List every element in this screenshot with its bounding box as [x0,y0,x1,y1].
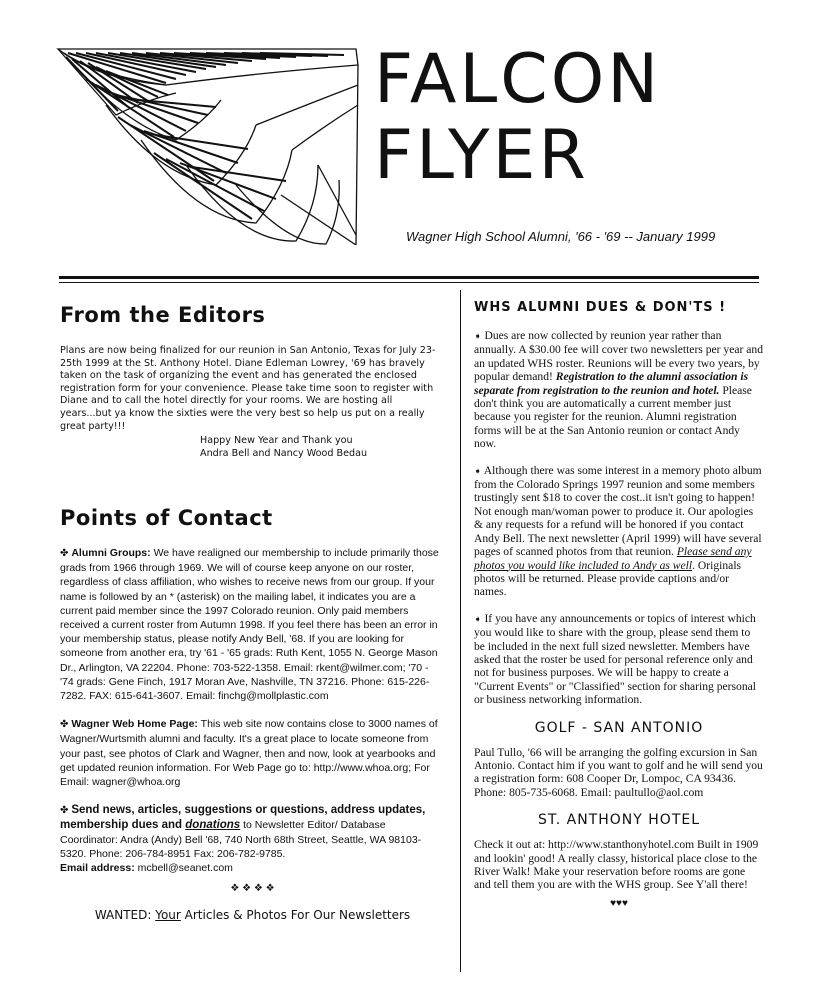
hotel-text: Check it out at: http://www.stanthonyhotel.com Built in 1909 and lookin' good! A really classy, historical place close to the River Walk! Make your reservation before rooms are gone and tell them you are with the WHS group. See Y'all there! [474,838,759,892]
arrow-icon: ➧ [474,465,482,476]
masthead-subtitle: Wagner High School Alumni, '66 - '69 -- January 1999 [406,229,716,244]
send-news-label: Send news, articles, suggestions or questions, address updates, membership dues and [60,804,426,832]
dues-paragraph-2 [474,464,764,599]
send-news-text: to Newsletter Editor/ Database Coordinator: Andra (Andy) Bell '68, 740 North 68th Street, Seattle, WA 98103-5320. Phone: 206-784-8951 Fax: 206-782-9785. [60,819,422,860]
web-home-page-text: This web site now contains close to 3000 names of Wagner/Wurtsmith alumni and faculty. It's a great place to locate someone from your past, see photos of Clark and Wagner, then and now, look at yearbooks and get updated reunion information. For Web Page go to: http://www.whoa.org; For Email: wagner@whoa.org [60,718,438,789]
web-home-page-label: Wagner Web Home Page: [71,718,198,731]
editors-sign-line2: Andra Bell and Nancy Wood Bedau [200,448,368,460]
alumni-groups-label: Alumni Groups: [71,547,151,559]
wanted-prefix: WANTED: [94,908,156,923]
contact-heading: Points of Contact [60,506,273,530]
email-address-value: mcbell@seanet.com [134,862,233,875]
golf-heading: GOLF - SAN ANTONIO [534,719,704,736]
bullet-icon: ✤ [60,548,69,559]
dues-p1-bold: Registration to the alumni association is separate from registration to the reunion and hotel. [474,370,749,397]
golf-text: Paul Tullo, '66 will be arranging the golfing excursion in San Antonio. Contact him if you want to golf and he will send you a registration form: 608 Cooper Dr, Lompoc, CA 93436. Phone: 805-735-6068. Email: paultullo@aol.com [474,745,763,799]
dues-p2-text: Although there was some interest in a memory photo album from the Colorado Springs 1997 reunion and some members trustingly sent $18 to cover the cost..it isn't going to happen! Not enough man/woman power to produce it. Our apologies & any requests for a refund will be honored if you contact Andy Bell. The next newsletter (April 1999) will have several pages of scanned photos from that reunion. [474,463,762,559]
editors-sign-line1: Happy New Year and Thank you [200,435,353,447]
arrow-icon: ➧ [474,613,482,624]
dues-p2-tail: . Originals photos will be returned. Please provide captions and/or names. [474,558,742,599]
wanted-line [60,908,445,922]
dues-p3-text: If you have any announcements or topics of interest which you would like to share with the group, please send them to be included in the next full sized newsletter. Members have asked that the roster be used for personal reference only and not for business purposes. We will be happy to create a "Current Events" or "Classified" section for sharing personal or business networking information. [474,611,756,707]
dues-paragraph-1 [474,329,764,451]
dues-p1-text: Dues are now collected by reunion year rather than annually. A $30.00 fee will cover two newsletters per year and an updated WHS roster. Reunions will be every two years, by popular demand! [474,329,763,384]
masthead-title [374,42,661,194]
hearts-icon: ♥♥♥ [610,897,628,909]
send-news-paragraph [60,803,445,875]
email-address-label: Email address: [60,862,135,875]
arrow-icon: ➧ [474,331,482,341]
header-rule-thick [59,276,759,279]
dues-p1-tail: Please don't think you are automatically a current member just because you register for the reunion. Alumni registration forms will be at the San Antonio reunion or contact Andy now. [474,383,752,451]
wanted-suffix: Articles & Photos For Our Newsletters [180,908,411,923]
contact-section [60,506,445,922]
bullet-icon: ✤ [60,805,69,817]
masthead-line1: FALCON [374,40,662,119]
editors-section [60,303,445,460]
alumni-groups-text: We have realigned our membership to include primarily those grads from 1966 through 1969. We will of course keep anyone on our roster, regardless of class affiliation, who wishes to receive news from our group. If your name is followed by an * (asterisk) on the mailing label, it indicates you are a current paid member since the 1997 Colorado reunion. Only paid members received a current roster from Autumn 1998. If you feel there has been an error in your membership status, please notify Andy Bell, '68. If you are looking for someone from another era, try '61 - '65 grads: Ruth Kent, 1055 N. George Mason Dr., Arlington, VA 22204. Phone: 703-522-1358. Email: rkent@wilmer.com; '70 - '74 grads: Gene Finch, 1917 Moran Ave, Nashville, TN 37216. Phone: 615-226-7282. FAX: 615-641-3607. Email: finchg@mollplastic.com [60,547,439,703]
dues-section [474,300,764,909]
section-divider-icon: ❖ ❖ ❖ ❖ [230,883,275,895]
column-divider [460,290,461,972]
dues-heading: WHS ALUMNI DUES & DON'TS ! [474,300,727,315]
send-donations: donations [185,819,241,832]
web-home-page-paragraph [60,717,445,789]
hotel-heading: ST. ANTHONY HOTEL [537,812,701,829]
header-rule-thin [59,282,759,283]
editors-body: Plans are now being finalized for our reunion in San Antonio, Texas for July 23-25th 1999 at the St. Anthony Hotel. Diane Edleman Lowrey, '69 has bravely taken on the task of organizing the event and has generated the enclosed registration form for your convenience. Please take time soon to register with Diane and to call the hotel directly for your rooms. We are hosting all years...but ya know the sixties were the very best so help us put on a really great party!!! [60,345,436,432]
falcon-wing-logo [56,45,366,245]
dues-paragraph-3 [474,612,764,707]
alumni-groups-paragraph [60,546,445,703]
dues-p2-underlined: Please send any photos you would like included to Andy as well [474,545,752,572]
bullet-icon: ✤ [60,719,69,731]
editors-heading: From the Editors [60,303,266,327]
masthead-line2: FLYER [374,116,589,195]
wanted-your: Your [155,908,181,923]
